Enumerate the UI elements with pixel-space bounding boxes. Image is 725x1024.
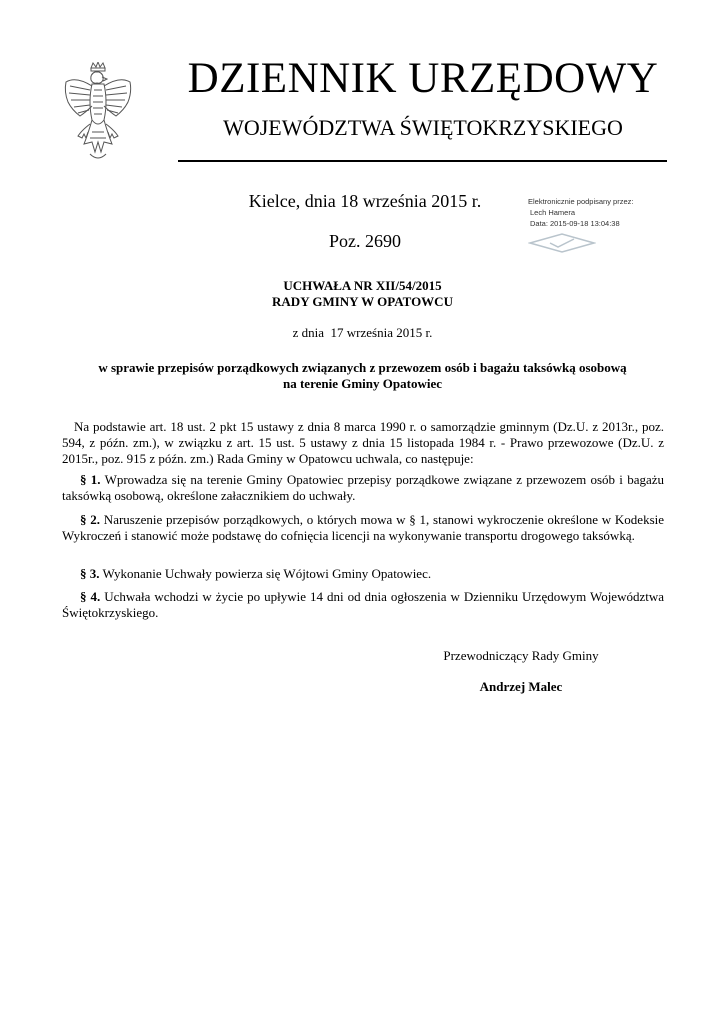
resolution-title xyxy=(0,278,725,310)
section-4 xyxy=(62,589,664,621)
signature-label: Elektronicznie podpisany przez: xyxy=(528,197,634,206)
section-3-text: Wykonanie Uchwały powierza się Wójtowi Gminy Opatowiec. xyxy=(99,566,432,581)
publication-place-date: Kielce, dnia 18 września 2015 r. xyxy=(248,191,482,211)
resolution-title-line2: RADY GMINY W OPATOWCU xyxy=(272,294,453,309)
section-1-text: Wprowadza się na terenie Gminy Opatowiec przepisy porządkowe związane z przewozem osób i bagażu taksówką osobową, określone załacznikiem do uchwały. xyxy=(62,472,665,503)
journal-title: DZIENNIK URZĘDOWY xyxy=(187,55,659,102)
signer-name: Lech Hamera xyxy=(530,208,576,217)
section-2-text: Naruszenie przepisów porządkowych, o których mowa w § 1, stanowi wykroczenie określone w Kodeksie Wykroczeń i stanowić może podstawę do cofnięcia licencji na wykonywanie transportu drogowego taksówką. xyxy=(62,512,665,543)
chairman-name: Andrzej Malec xyxy=(479,679,563,694)
legal-basis-paragraph: Na podstawie art. 18 ust. 2 pkt 15 ustawy z dnia 8 marca 1990 r. o samorządzie gminnym (Dz.U. z 2013r., poz. 594, z późn. zm.), w związku z art. 15 ust. 5 ustawy z dnia 15 listopada 1984 r. - Prawo przewozowe (Dz.U. z 2015r., poz. 915 z późn. zm.) Rada Gminy w Opatowcu uchwala, co następuje: xyxy=(62,419,664,466)
chairman-title: Przewodniczący Rady Gminy xyxy=(443,648,599,663)
resolution-date: z dnia 17 września 2015 r. xyxy=(292,325,433,340)
section-4-text: Uchwała wchodzi w życie po upływie 14 dni od dnia ogłoszenia w Dzienniku Urzędowym Województwa Świętokrzyskiego. xyxy=(62,589,665,620)
publication-position: Poz. 2690 xyxy=(329,231,401,251)
section-4-label: § 4. xyxy=(80,589,101,604)
section-2 xyxy=(62,512,664,544)
section-1 xyxy=(62,472,664,504)
section-3-label: § 3. xyxy=(80,566,100,581)
white-eagle-emblem-icon xyxy=(62,62,134,166)
resolution-subject xyxy=(0,360,725,392)
section-3 xyxy=(62,566,664,582)
resolution-title-line1: UCHWAŁA NR XII/54/2015 xyxy=(283,278,442,293)
header-divider xyxy=(178,160,667,162)
signature-checkmark-icon xyxy=(528,232,596,254)
electronic-signature-block xyxy=(528,196,668,229)
signature-date: Data: 2015-09-18 13:04:38 xyxy=(530,219,620,228)
section-1-label: § 1. xyxy=(80,472,101,487)
journal-subtitle: WOJEWÓDZTWA ŚWIĘTOKRZYSKIEGO xyxy=(223,115,623,140)
resolution-subject-line2: na terenie Gminy Opatowiec xyxy=(283,376,442,391)
resolution-subject-line1: w sprawie przepisów porządkowych związanych z przewozem osób i bagażu taksówką osobową xyxy=(98,360,627,375)
section-2-label: § 2. xyxy=(80,512,101,527)
